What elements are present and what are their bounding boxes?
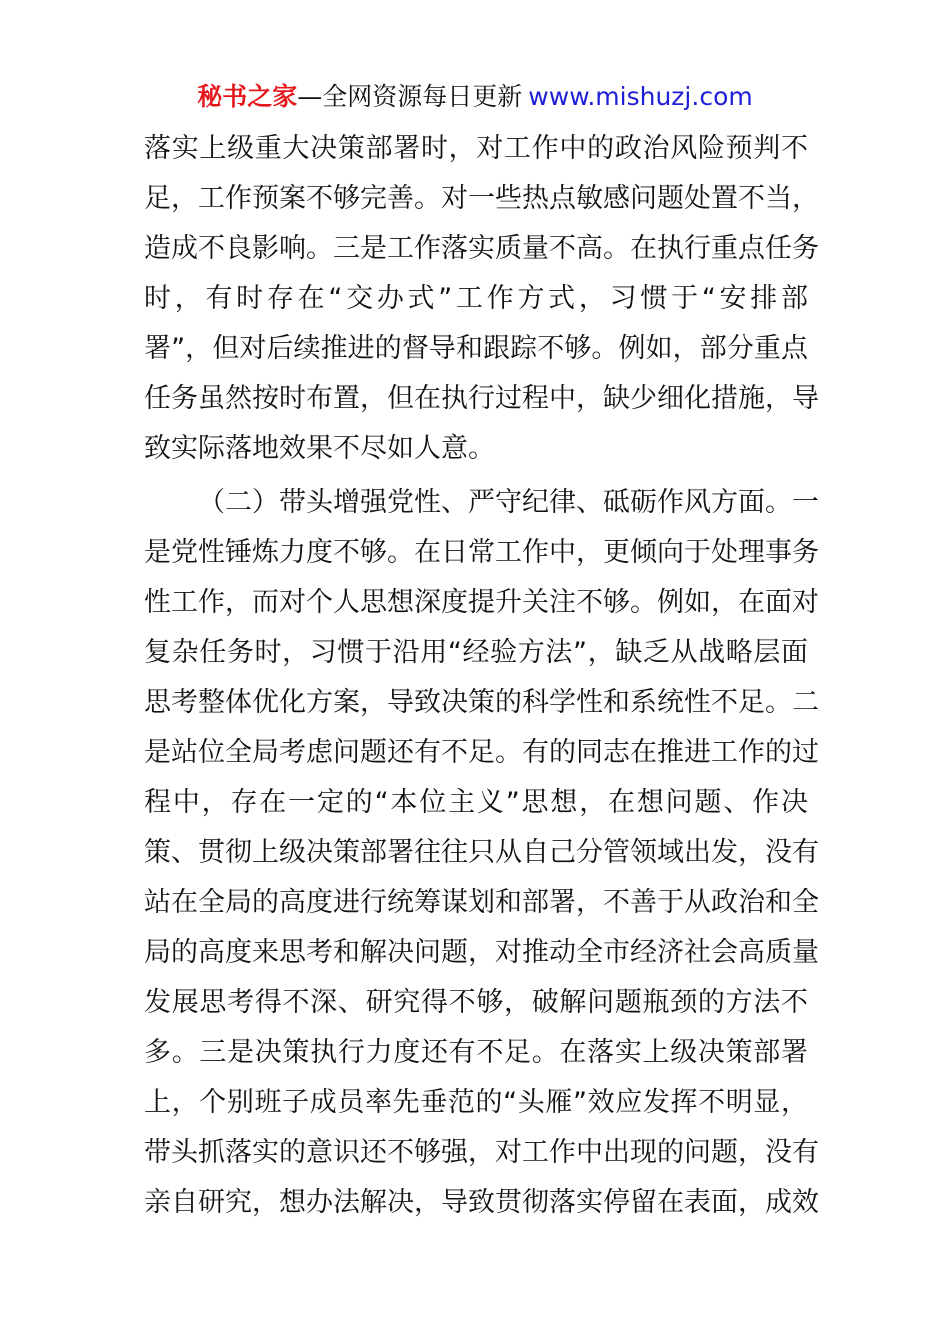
site-header bbox=[0, 80, 950, 114]
site-brand: 秘书之家 bbox=[197, 82, 298, 111]
document-body bbox=[144, 124, 819, 1228]
site-url-link[interactable]: www.mishuzj.com bbox=[528, 82, 753, 111]
text-line: 带头抓落实的意识还不够强，对工作中出现的问题，没有 bbox=[144, 1137, 819, 1168]
text-line: 足，工作预案不够完善。对一些热点敏感问题处置不当， bbox=[144, 183, 819, 214]
site-tagline: —全网资源每日更新 bbox=[297, 82, 523, 111]
paragraph-1 bbox=[144, 124, 819, 474]
section-heading-line: （二）带头增强党性、严守纪律、砥砺作风方面。一 bbox=[198, 487, 819, 518]
text-line: 局的高度来思考和解决问题，对推动全市经济社会高质量 bbox=[144, 937, 819, 968]
text-line: 多。三是决策执行力度还有不足。在落实上级决策部署 bbox=[144, 1037, 808, 1068]
text-line: 策、贯彻上级决策部署往往只从自己分管领域出发，没有 bbox=[144, 837, 819, 868]
text-line: 是站位全局考虑问题还有不足。有的同志在推进工作的过 bbox=[144, 737, 819, 768]
text-line: 是党性锤炼力度不够。在日常工作中，更倾向于处理事务 bbox=[144, 537, 819, 568]
text-line: 署”，但对后续推进的督导和跟踪不够。例如，部分重点 bbox=[144, 333, 808, 364]
text-line: 时，有时存在“交办式”工作方式，习惯于“安排部 bbox=[144, 283, 808, 314]
text-line: 站在全局的高度进行统筹谋划和部署，不善于从政治和全 bbox=[144, 887, 819, 918]
text-line: 亲自研究，想办法解决，导致贯彻落实停留在表面，成效 bbox=[144, 1187, 819, 1218]
text-line: 复杂任务时，习惯于沿用“经验方法”，缺乏从战略层面 bbox=[144, 637, 808, 668]
text-line: 思考整体优化方案，导致决策的科学性和系统性不足。二 bbox=[144, 687, 819, 718]
text-line: 致实际落地效果不尽如人意。 bbox=[144, 433, 495, 464]
text-line: 性工作，而对个人思想深度提升关注不够。例如，在面对 bbox=[144, 587, 819, 618]
text-line: 任务虽然按时布置，但在执行过程中，缺少细化措施，导 bbox=[144, 383, 819, 414]
text-line: 落实上级重大决策部署时，对工作中的政治风险预判不 bbox=[144, 133, 808, 164]
text-line: 上，个别班子成员率先垂范的“头雁”效应发挥不明显， bbox=[144, 1087, 808, 1118]
text-line: 程中，存在一定的“本位主义”思想，在想问题、作决 bbox=[144, 787, 808, 818]
paragraph-2 bbox=[144, 478, 819, 1228]
text-line: 造成不良影响。三是工作落实质量不高。在执行重点任务 bbox=[144, 233, 819, 264]
text-line: 发展思考得不深、研究得不够，破解问题瓶颈的方法不 bbox=[144, 987, 808, 1018]
